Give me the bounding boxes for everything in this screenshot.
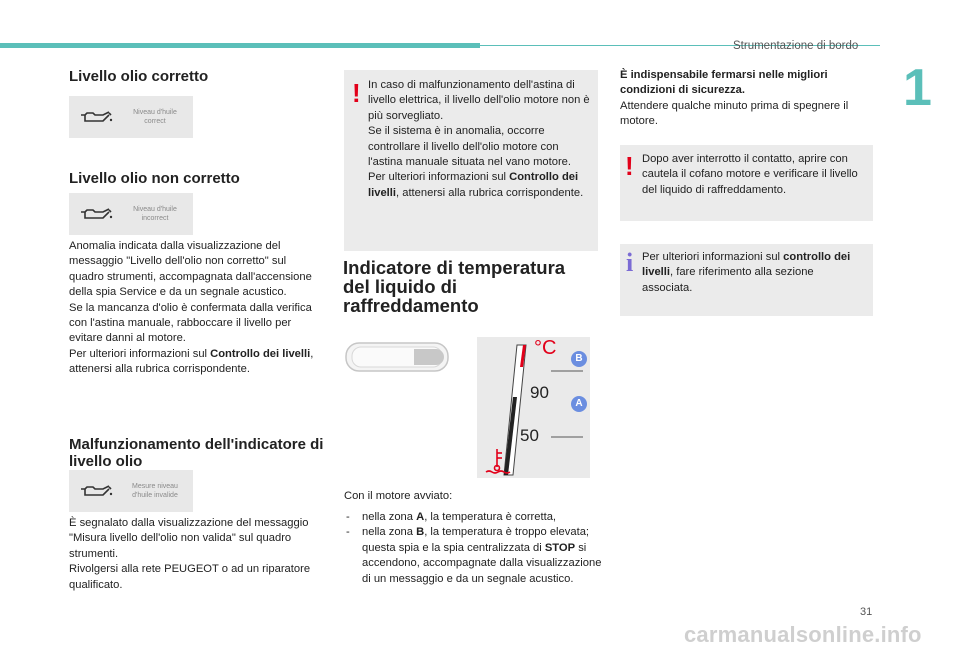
heading-oil-incorrect: Livello olio non corretto: [69, 170, 240, 187]
heading-oil-correct: Livello olio corretto: [69, 68, 209, 85]
oil-malfunction-p1: È segnalato dalla visualizzazione del messaggio "Misura livello dell'olio non valida" sul quadro strumenti.: [69, 517, 309, 560]
chapter-number: 1: [903, 59, 932, 117]
heading-oil-malfunction: Malfunzionamento dell'indicatore di livello olio: [69, 436, 324, 470]
zone-b-badge: B: [571, 351, 587, 367]
zone-a-badge: A: [571, 396, 587, 412]
wait-note: Attendere qualche minuto prima di spegnere il motore.: [620, 99, 849, 128]
oil-incorrect-display-icon: [69, 193, 193, 235]
warning-box-coolant: [620, 145, 873, 221]
watermark: carmanualsonline.info: [684, 622, 922, 647]
oil-incorrect-p2: Se la mancanza d'olio è confermata dalla verifica con l'astina manuale, rabboccare il livello per evitare danni al motore.: [69, 301, 312, 345]
safety-stop-note: È indispensabile fermarsi nelle migliori condizioni di sicurezza.: [620, 69, 828, 97]
coolant-zone-list: [344, 510, 602, 587]
info-levels-text: Per ulteriori informazioni sul controllo dei livelli, fare riferimento alla sezione associata.: [642, 251, 851, 294]
oil-malfunction-display-icon: [69, 470, 193, 512]
warning-box-dipstick: [344, 70, 598, 251]
gauge-unit: °C: [534, 337, 557, 359]
list-item: - nella zona A, la temperatura è corretta,: [344, 510, 602, 525]
warning-coolant-text: Dopo aver interrotto il contatto, aprire con cautela il cofano motore e verificare il livello del liquido di raffreddamento.: [642, 153, 858, 196]
oil-malfunction-icon-label: Mesure niveau d'huile invalide: [132, 483, 178, 499]
coolant-bar-display: [344, 337, 452, 377]
list-item: - nella zona B, la temperatura è troppo elevata; questa spia e la spia centralizzata di STOP si accendono, accompagnate dalla visualizzazione di un messaggio e da un segnale acustico.: [344, 525, 602, 587]
oil-incorrect-text: [69, 239, 324, 378]
oil-incorrect-p3: Per ulteriori informazioni sul Controllo dei livelli, attenersi alla rubrica corrispondente.: [69, 347, 314, 376]
oil-incorrect-icon-label: Niveau d'huile incorrect: [133, 206, 177, 222]
gauge-tick-90: 90: [530, 383, 549, 402]
oil-correct-icon-label: Niveau d'huile correct: [133, 109, 177, 125]
header-accent-bar: [0, 43, 480, 48]
right-column-text: [620, 68, 876, 130]
info-box-levels: [620, 244, 873, 316]
warning-box-dipstick-text: [368, 78, 590, 201]
warning-icon: !: [625, 151, 634, 181]
oil-incorrect-p1: Anomalia indicata dalla visualizzazione del messaggio "Livello dell'olio non corretto" sul quadro strumenti, accompagnata dall'accensione della spia Service e da un segnale acustico.: [69, 240, 312, 299]
info-icon: i: [626, 248, 634, 277]
section-title: Strumentazione di bordo: [733, 40, 859, 52]
oil-malfunction-p2: Rivolgersi alla rete PEUGEOT o ad un riparatore qualificato.: [69, 563, 311, 591]
coolant-intro: Con il motore avviato:: [344, 490, 453, 502]
warning-p1: In caso di malfunzionamento dell'astina di livello elettrica, il livello dell'olio motore non è più sorvegliato.: [368, 79, 590, 122]
warning-p3: Per ulteriori informazioni sul Controllo dei livelli, attenersi alla rubrica corrispondente.: [368, 171, 584, 199]
warning-p2: Se il sistema è in anomalia, occorre controllare il livello dell'olio motore con l'astina manuale situata nel vano motore.: [368, 125, 572, 169]
heading-coolant: Indicatore di temperatura del liquido di raffreddamento: [343, 257, 566, 316]
page-number: 31: [860, 606, 873, 618]
gauge-tick-50: 50: [520, 426, 539, 445]
oil-malfunction-text: [69, 516, 331, 593]
warning-icon: !: [352, 78, 361, 108]
oil-correct-display-icon: [69, 96, 193, 138]
coolant-gauge-panel: [477, 337, 590, 478]
